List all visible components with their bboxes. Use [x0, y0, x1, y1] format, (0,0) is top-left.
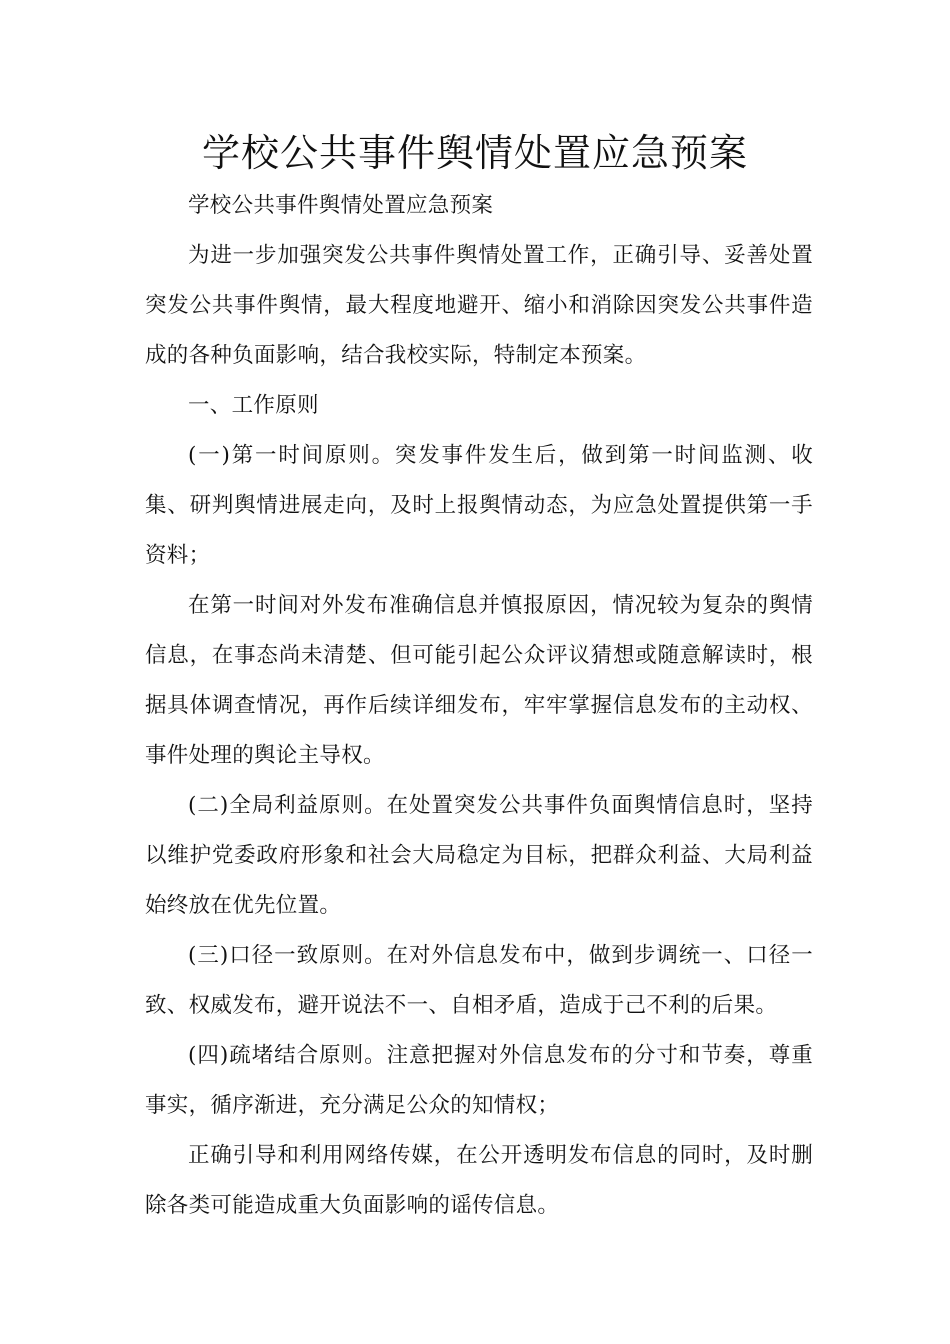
paragraph-principle-2: (二)全局利益原则。在处置突发公共事件负面舆情信息时，坚持以维护党委政府形象和社会大局稳定为目标，把群众利益、大局利益始终放在优先位置。 — [145, 793, 813, 918]
document-title: 学校公共事件舆情处置应急预案 — [201, 131, 748, 175]
paragraph-principle-1-detail: 在第一时间对外发布准确信息并慎报原因，情况较为复杂的舆情信息，在事态尚未清楚、但可能引起公众评议猜想或随意解读时，根据具体调查情况，再作后续详细发布，牢牢掌握信息发布的主动权、事件处理的舆论主导权。 — [145, 593, 813, 768]
paragraph-principle-4-detail: 正确引导和利用网络传媒，在公开透明发布信息的同时，及时删除各类可能造成重大负面影响的谣传信息。 — [145, 1143, 813, 1218]
document-body — [145, 181, 813, 1231]
paragraph-subtitle: 学校公共事件舆情处置应急预案 — [188, 193, 494, 218]
section-heading-work-principles: 一、工作原则 — [188, 393, 319, 418]
paragraph-principle-3: (三)口径一致原则。在对外信息发布中，做到步调统一、口径一致、权威发布，避开说法不一、自相矛盾，造成于己不利的后果。 — [145, 943, 813, 1018]
paragraph-principle-4: (四)疏堵结合原则。注意把握对外信息发布的分寸和节奏，尊重事实，循序渐进，充分满足公众的知情权； — [145, 1043, 813, 1118]
paragraph-principle-1: (一)第一时间原则。突发事件发生后，做到第一时间监测、收集、研判舆情进展走向，及时上报舆情动态，为应急处置提供第一手资料； — [145, 443, 813, 568]
paragraph-intro: 为进一步加强突发公共事件舆情处置工作，正确引导、妥善处置突发公共事件舆情，最大程度地避开、缩小和消除因突发公共事件造成的各种负面影响，结合我校实际，特制定本预案。 — [145, 243, 813, 368]
